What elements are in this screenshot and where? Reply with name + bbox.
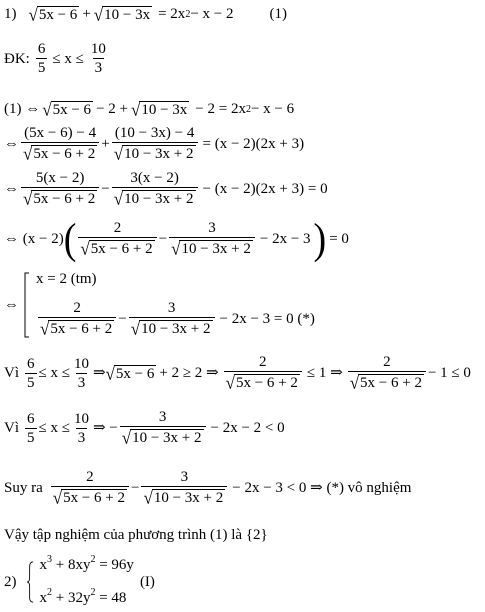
fraction: 2 √ 5x − 6 + 2 <box>224 355 302 392</box>
system-tag: (I) <box>139 573 155 590</box>
fraction: 2 √ 5x − 6 + 2 <box>78 221 156 258</box>
problem-number: 1) <box>4 6 17 23</box>
sqrt-term: √ 10 − 3x <box>130 99 188 120</box>
deduction: Suy ra 2 √ 5x − 6 + 2 − 3 √ 10 − 3x + 2 − 2x − 3 < 0 ⇒ (*) vô nghiệm <box>4 469 412 508</box>
step-3: ⇔ 5(x − 2) √ 5x − 6 + 2 − 3(x − 2) √ 10 − 3x + 2 − (x − 2)(2x + 3) = 0 <box>4 170 328 209</box>
fraction: 3 √ 10 − 3x + 2 <box>141 470 227 507</box>
fraction: $\frac{6}{5}$ <box>37 41 46 76</box>
fraction: 5(x − 2) √ 5x − 6 + 2 <box>21 171 99 208</box>
fraction: $\frac{10}{3}$ <box>90 41 106 76</box>
reason-1: Vì $\frac{6}{5}$ ≤ x ≤ $\frac{10}{3}$ ⇒ √ 5x − 6 + 2 ≥ 2 ⇒ 2 √ 5x − 6 + 2 ≤ 1 ⇒ 2 √ 5x − 6 + 2 − 1 ≤ 0 <box>4 354 471 393</box>
fraction: 2 √ 5x − 6 + 2 <box>38 301 116 338</box>
equation-tag: (1) <box>269 6 287 23</box>
bracket-icon <box>23 272 30 338</box>
step-4: ⇔ (x − 2) ( 2 √ 5x − 6 + 2 − 3 √ 10 − 3x + 2 − 2x − 3 ) = 0 <box>4 214 349 264</box>
fraction: 3 √ 10 − 3x + 2 <box>129 301 215 338</box>
problem-2-system: 2) $x^3 + 8xy^2 = 96y$ $x^2 + 32y^2 = 48$ (I) <box>4 554 155 606</box>
conclusion: Vậy tập nghiệm của phương trình (1) là {2} <box>4 527 268 543</box>
fraction: 3 √ 10 − 3x + 2 <box>169 221 255 258</box>
step-1: (1) ⇔ √ 5x − 6 − 2 + √ 10 − 3x − 2 = 2x 2 − x − 6 <box>4 99 295 120</box>
reason-2: Vì $\frac{6}{5}$ ≤ x ≤ $\frac{10}{3}$ ⇒ − 3 √ 10 − 3x + 2 − 2x − 2 < 0 <box>4 409 285 448</box>
fraction: (10 − 3x) − 4 √ 10 − 3x + 2 <box>112 126 198 163</box>
fraction: 3 √ 10 − 3x + 2 <box>120 410 206 447</box>
fraction: 2 √ 5x − 6 + 2 <box>348 355 426 392</box>
fraction: 2 √ 5x − 6 + 2 <box>51 470 129 507</box>
sqrt-term: √ 5x − 6 <box>42 99 92 120</box>
dk-label: ĐK: <box>4 50 30 67</box>
fraction: (5x − 6) − 4 √ 5x − 6 + 2 <box>21 126 99 163</box>
problem-number: 2) <box>4 573 17 590</box>
fraction: 3(x − 2) √ 10 − 3x + 2 <box>112 171 198 208</box>
step-5-system: ⇔ x = 2 (tm) 2 √ 5x − 6 + 2 − 3 √ 10 − 3x + 2 − 2x − 3 = 0 (*) <box>4 271 315 339</box>
sqrt-term: √ 10 − 3x <box>93 4 151 25</box>
problem-1-equation: 1) √ 5x − 6 + √ 10 − 3x = 2x 2 − x − 2 (1) <box>4 4 287 25</box>
domain-condition: ĐK: $\frac{6}{5}$ ≤ x ≤ $\frac{10}{3}$ <box>4 41 106 76</box>
brace-icon <box>27 558 34 606</box>
step-2: ⇔ (5x − 6) − 4 √ 5x − 6 + 2 + (10 − 3x) − 4 √ 10 − 3x + 2 = (x − 2)(2x + 3) <box>4 125 305 164</box>
sqrt-term: √ 5x − 6 <box>28 4 78 25</box>
